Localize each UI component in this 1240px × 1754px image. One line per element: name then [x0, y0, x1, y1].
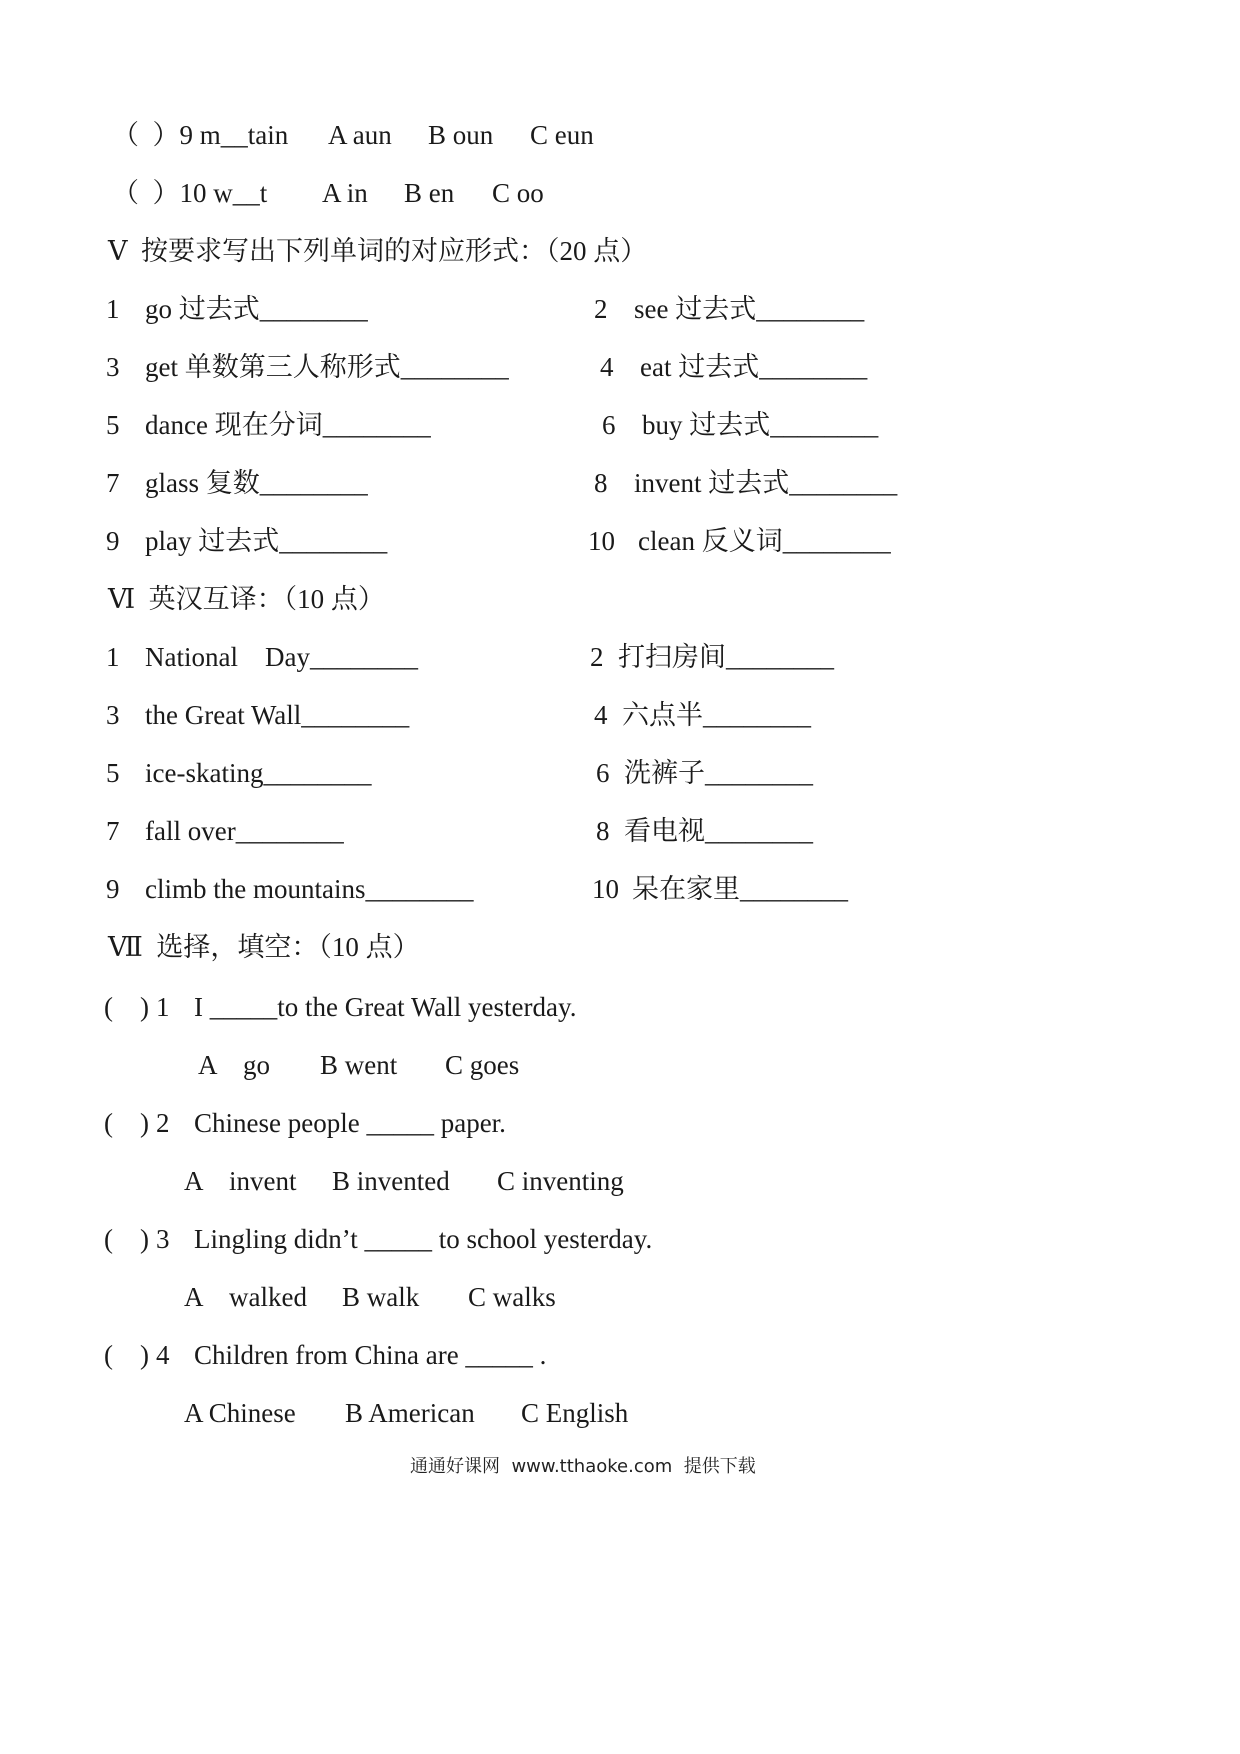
q-number: 2 [156, 1108, 170, 1138]
q10-stem: （ ）10 w__t [112, 178, 268, 208]
q9-option-c: C eun [530, 120, 594, 150]
s5-item-num: 4 [600, 352, 614, 382]
s6-item-text: 呆在家里________ [632, 874, 848, 904]
s6-item-num: 5 [106, 758, 120, 788]
s6-item-text: the Great Wall________ [145, 700, 410, 730]
q-option-b: B American [345, 1398, 475, 1428]
q-option-c: C English [521, 1398, 629, 1428]
q-paren: ( ) [104, 1340, 149, 1370]
q10-option-a: A in [322, 178, 368, 208]
s5-item-num: 8 [594, 468, 608, 498]
s6-item-text: climb the mountains________ [145, 874, 474, 904]
q-option-c: C inventing [497, 1166, 624, 1196]
s5-item-num: 9 [106, 526, 120, 556]
s5-item-text: glass 复数________ [145, 468, 368, 498]
s6-item-num: 8 [596, 816, 610, 846]
q-paren: ( ) [104, 1224, 149, 1254]
s5-item-num: 10 [588, 526, 615, 556]
s5-item-text: play 过去式________ [145, 526, 388, 556]
s6-item-num: 4 [594, 700, 608, 730]
q-paren: ( ) [104, 1108, 149, 1138]
q-number: 3 [156, 1224, 170, 1254]
s5-item-text: clean 反义词________ [638, 526, 891, 556]
s5-item-num: 2 [594, 294, 608, 324]
s5-item-text: invent 过去式________ [634, 468, 898, 498]
s6-item-num: 3 [106, 700, 120, 730]
q-option-a: A Chinese [184, 1398, 296, 1428]
s6-item-num: 9 [106, 874, 120, 904]
q-option-c: C walks [468, 1282, 556, 1312]
q-stem: Chinese people _____ paper. [194, 1108, 506, 1138]
s5-item-text: buy 过去式________ [642, 410, 879, 440]
q-option-a: A invent [184, 1166, 297, 1196]
s6-item-num: 2 [590, 642, 604, 672]
s6-item-num: 1 [106, 642, 120, 672]
s6-item-num: 7 [106, 816, 120, 846]
q-option-b: B went [320, 1050, 398, 1080]
s5-item-num: 7 [106, 468, 120, 498]
q-option-b: B walk [342, 1282, 420, 1312]
s5-item-num: 6 [602, 410, 616, 440]
s5-item-text: get 单数第三人称形式________ [145, 352, 509, 382]
page-footer: 通通好课网 www.tthaoke.com 提供下载 [410, 1456, 756, 1477]
q9-option-a: A aun [328, 120, 392, 150]
s6-item-text: 看电视________ [624, 816, 813, 846]
q-option-a: A go [198, 1050, 271, 1080]
s6-item-text: 洗裤子________ [624, 758, 813, 788]
q9-stem: （ ）9 m__tain [112, 120, 289, 150]
s6-item-text: National Day________ [145, 642, 418, 672]
q10-option-c: C oo [492, 178, 544, 208]
q9-option-b: B oun [428, 120, 494, 150]
s6-item-text: fall over________ [145, 816, 344, 846]
s6-item-num: 6 [596, 758, 610, 788]
s6-item-text: ice-skating________ [145, 758, 372, 788]
q-option-b: B invented [332, 1166, 450, 1196]
s5-item-text: go 过去式________ [145, 294, 368, 324]
s5-item-num: 1 [106, 294, 120, 324]
q-stem: Lingling didn’t _____ to school yesterday. [194, 1224, 653, 1254]
section6-heading: Ⅵ 英汉互译：（10 点） [108, 584, 385, 614]
q10-option-b: B en [404, 178, 455, 208]
q-option-c: C goes [445, 1050, 520, 1080]
q-number: 1 [156, 992, 170, 1022]
q-paren: ( ) [104, 992, 149, 1022]
q-stem: I _____to the Great Wall yesterday. [194, 992, 577, 1022]
s6-item-num: 10 [592, 874, 619, 904]
s5-item-text: eat 过去式________ [640, 352, 868, 382]
s6-item-text: 打扫房间________ [618, 642, 834, 672]
s5-item-text: see 过去式________ [634, 294, 865, 324]
q-option-a: A walked [184, 1282, 307, 1312]
q-stem: Children from China are _____ . [194, 1340, 547, 1370]
section5-heading: Ⅴ 按要求写出下列单词的对应形式：（20 点） [108, 236, 648, 266]
s6-item-text: 六点半________ [622, 700, 811, 730]
s5-item-num: 3 [106, 352, 120, 382]
s5-item-num: 5 [106, 410, 120, 440]
s5-item-text: dance 现在分词________ [145, 410, 431, 440]
section7-heading: Ⅶ 选择，填空：（10 点） [108, 932, 420, 962]
q-number: 4 [156, 1340, 170, 1370]
